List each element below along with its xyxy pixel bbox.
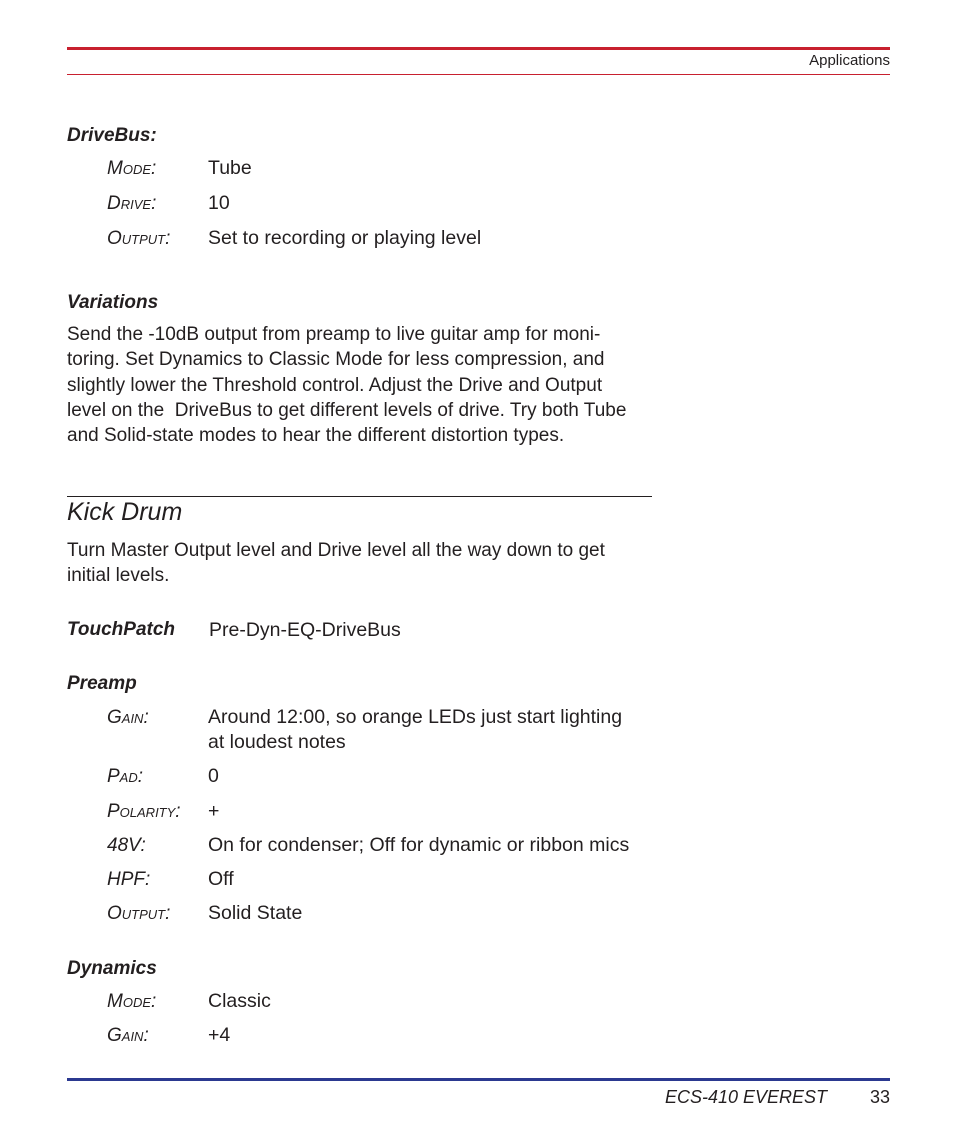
header-rule-thick	[67, 47, 890, 50]
page-number: 33	[869, 1087, 890, 1107]
drivebus-output-value: Set to recording or playing level	[208, 227, 482, 249]
variations-line: and Solid-state modes to hear the different distortion types.	[67, 425, 565, 447]
touchpatch-value: Pre-Dyn-EQ-DriveBus	[209, 619, 401, 641]
dynamics-gain-value: +4	[208, 1024, 231, 1046]
preamp-gain-value	[208, 705, 622, 755]
drivebus-drive-label: Drive:	[107, 193, 157, 214]
dynamics-mode-label: Mode:	[107, 991, 157, 1012]
variations-line: Send the -10dB output from preamp to live guitar amp for moni-	[67, 324, 601, 345]
kick-drum-intro-line: initial levels.	[67, 565, 170, 587]
drivebus-mode-label: Mode:	[107, 158, 157, 179]
drivebus-heading: DriveBus:	[67, 125, 157, 146]
variations-line: toring. Set Dynamics to Classic Mode for less compression, and	[67, 349, 605, 371]
preamp-polarity-value: +	[208, 800, 220, 822]
preamp-output-value: Solid State	[208, 902, 303, 924]
running-head: Applications	[809, 52, 890, 69]
drivebus-output-label: Output:	[107, 228, 171, 249]
footer-rule	[67, 1078, 890, 1081]
preamp-hpf-label: HPF:	[107, 869, 151, 890]
preamp-pad-value: 0	[208, 765, 219, 787]
preamp-polarity-label: Polarity:	[107, 801, 181, 822]
preamp-output-label: Output:	[107, 903, 171, 924]
preamp-gain-label: Gain:	[107, 707, 149, 728]
footer-product-name: ECS-410 EVEREST	[664, 1087, 827, 1107]
variations-heading: Variations	[67, 292, 159, 313]
preamp-gain-value-line: at loudest notes	[208, 731, 346, 753]
kick-drum-intro-line: Turn Master Output level and Drive level all the way down to get	[67, 540, 605, 561]
dynamics-mode-value: Classic	[208, 990, 271, 1012]
kick-drum-intro	[67, 538, 667, 589]
kick-drum-title: Kick Drum	[67, 498, 183, 526]
header-rule-thin	[67, 74, 890, 75]
preamp-heading: Preamp	[67, 673, 137, 694]
preamp-hpf-value: Off	[208, 868, 234, 890]
drivebus-mode-value: Tube	[208, 157, 252, 179]
variations-paragraph	[67, 322, 667, 448]
preamp-pad-label: Pad:	[107, 766, 144, 787]
variations-line: level on the DriveBus to get different levels of drive. Try both Tube	[67, 399, 627, 421]
dynamics-gain-label: Gain:	[107, 1025, 149, 1046]
preamp-gain-value-line: Around 12:00, so orange LEDs just start lighting	[208, 706, 623, 728]
touchpatch-heading: TouchPatch	[67, 619, 176, 640]
variations-line: slightly lower the Threshold control. Adjust the Drive and Output	[67, 374, 603, 396]
preamp-48v-label: 48V:	[107, 835, 146, 856]
dynamics-heading: Dynamics	[67, 958, 157, 979]
drivebus-drive-value: 10	[208, 192, 230, 214]
preamp-48v-value: On for condenser; Off for dynamic or ribbon mics	[208, 834, 630, 856]
